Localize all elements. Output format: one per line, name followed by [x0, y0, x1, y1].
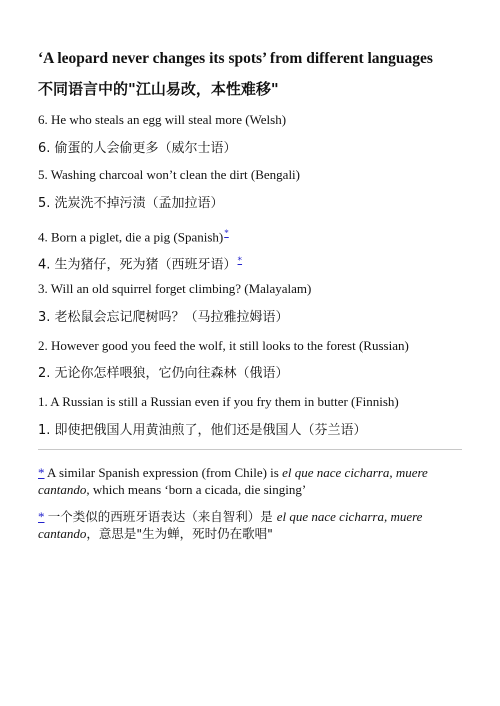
- entry-6-zh: 6. 偷蛋的人会偷更多（威尔士语）: [38, 141, 237, 156]
- entry-3-en: 3. Will an old squirrel forget climbing? (Malayalam): [38, 281, 312, 296]
- entry-2-en: 2. However good you feed the wolf, it still looks to the forest (Russian): [38, 338, 409, 353]
- page-subtitle-chinese: 不同语言中的"江山易改，本性难移": [38, 80, 279, 98]
- entry-1-en: 1. A Russian is still a Russian even if you fry them in butter (Finnish): [38, 394, 399, 409]
- entry-4-en-line: [38, 223, 478, 247]
- footnote-en-prefix: A similar Spanish expression (from Chile) is: [47, 465, 283, 480]
- footnote-english: [38, 464, 438, 498]
- footnote-link[interactable]: *: [224, 228, 229, 238]
- footnote-back-link-zh[interactable]: *: [38, 509, 45, 524]
- footnote-zh-phrase: el que nace cicharra, muere cantando: [38, 509, 423, 541]
- entry-5-zh: 5. 洗炭洗不掉污渍（孟加拉语）: [38, 196, 224, 211]
- entry-6-en: 6. He who steals an egg will steal more (Welsh): [38, 112, 287, 127]
- entry-4-zh-line: [38, 251, 478, 275]
- entry-4-en: 4. Born a piglet, die a pig (Spanish): [38, 229, 224, 245]
- entry-5-en: 5. Washing charcoal won’t clean the dirt (Bengali): [38, 167, 300, 182]
- footnote-en-phrase: el que nace cicharra, muere cantando: [38, 465, 428, 497]
- footnote-link-zh[interactable]: *: [237, 256, 243, 266]
- footnote-en-suffix: , which means ‘born a cicada, die singing’: [86, 482, 307, 497]
- footnote-chinese: [38, 508, 438, 542]
- footnote-back-link[interactable]: *: [38, 465, 45, 480]
- entry-2-zh: 2. 无论你怎样喂狼，它仍向往森林（俄语）: [38, 366, 289, 381]
- footnote-zh-prefix: 一个类似的西班牙语表达（来自智利）是: [47, 509, 277, 524]
- entry-4-zh: 4. 生为猪仔，死为猪（西班牙语）: [38, 257, 237, 273]
- entry-3-zh: 3. 老松鼠会忘记爬树吗？（马拉雅拉姆语）: [38, 310, 289, 325]
- page-title: ‘A leopard never changes its spots’ from different languages: [38, 50, 433, 67]
- footnote-divider: [38, 449, 462, 450]
- entry-1-zh: 1. 即使把俄国人用黄油煎了，他们还是俄国人（芬兰语）: [38, 423, 367, 438]
- footnote-zh-suffix: ，意思是"生为蝉，死时仍在歌唱": [86, 526, 273, 541]
